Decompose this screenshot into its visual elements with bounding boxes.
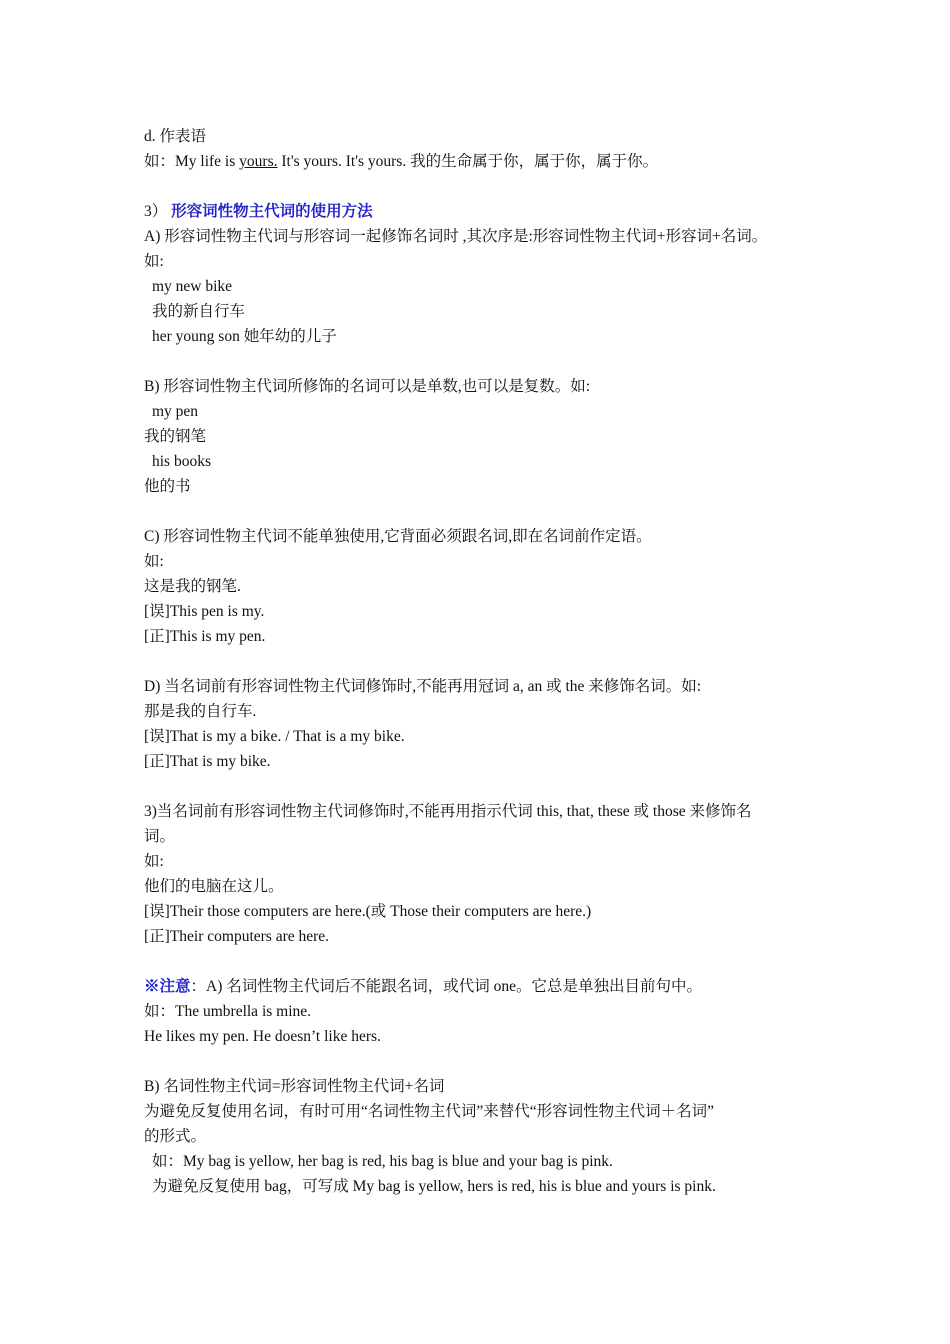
example-label: 如: (144, 253, 164, 270)
wrong-example: [误]This pen is my. (144, 603, 265, 620)
note-heading (144, 974, 834, 999)
example-line: his books (152, 453, 211, 470)
note-b-text-line2: 的形式。 (144, 1128, 207, 1145)
right-example: [正]This is my pen. (144, 628, 266, 645)
section-number: 3） (144, 203, 168, 220)
note-label: ※注意 (144, 978, 191, 995)
spacer (144, 649, 834, 674)
example-line: He likes my pen. He doesn’t like hers. (144, 1028, 381, 1045)
section-title: 形容词性物主代词的使用方法 (171, 203, 373, 220)
right-example: [正]That is my bike. (144, 753, 271, 770)
spacer (144, 499, 834, 524)
rule-b-text: B) 形容词性物主代词所修饰的名词可以是单数,也可以是复数。如: (144, 378, 591, 395)
right-example: [正]Their computers are here. (144, 928, 330, 945)
example-line: 那是我的自行车. (144, 703, 257, 720)
example-line: her young son 她年幼的儿子 (152, 328, 337, 345)
note-b-title: B) 名词性物主代词=形容词性物主代词+名词 (144, 1078, 445, 1095)
example-suffix: It's yours. It's yours. 我的生命属于你，属于你，属于你。 (277, 153, 659, 170)
note-text: ：A) 名词性物主代词后不能跟名词，或代词 one。它总是单独出目前句中。 (190, 978, 703, 995)
example-line: 如：The umbrella is mine. (144, 1003, 312, 1020)
example-line: my new bike (152, 278, 233, 295)
document-page (144, 124, 834, 1199)
spacer (144, 174, 834, 199)
example-line: 如：My bag is yellow, her bag is red, his bag is blue and your bag is pink. (152, 1153, 613, 1170)
example-line: 为避免反复使用 bag，可写成 My bag is yellow, hers is red, his is blue and yours is pink. (152, 1178, 716, 1195)
spacer (144, 1049, 834, 1074)
spacer (144, 774, 834, 799)
spacer (144, 349, 834, 374)
example-line: 他的书 (144, 478, 191, 495)
example-label: 如: (144, 853, 164, 870)
section-d-title: d. 作表语 (144, 128, 207, 145)
note-b-text-line1: 为避免反复使用名词，有时可用“名词性物主代词”来替代“形容词性物主代词＋名词” (144, 1103, 715, 1120)
example-label: 如: (144, 553, 164, 570)
section-d-example (144, 149, 834, 174)
rule-a-text: A) 形容词性物主代词与形容词一起修饰名词时 ,其次序是:形容词性物主代词+形容词+名词。 (144, 228, 768, 245)
example-line: my pen (152, 403, 199, 420)
example-line: 我的钢笔 (144, 428, 207, 445)
wrong-example: [误]That is my a bike. / That is a my bike. (144, 728, 405, 745)
example-line: 这是我的钢笔. (144, 578, 241, 595)
wrong-example: [误]Their those computers are here.(或 Those their computers are here.) (144, 903, 592, 920)
underlined-word: yours. (239, 153, 278, 170)
example-line: 他们的电脑在这儿。 (144, 878, 284, 895)
example-line: 我的新自行车 (152, 303, 246, 320)
example-prefix: 如：My life is (144, 153, 240, 170)
rule-c-text: C) 形容词性物主代词不能单独使用,它背面必须跟名词,即在名词前作定语。 (144, 528, 652, 545)
section-3-heading (144, 199, 834, 224)
spacer (144, 949, 834, 974)
rule-d-text: D) 当名词前有形容词性物主代词修饰时,不能再用冠词 a, an 或 the 来修饰名词。如: (144, 678, 702, 695)
rule-3-text-line2: 词。 (144, 828, 176, 845)
rule-3-text-line1: 3)当名词前有形容词性物主代词修饰时,不能再用指示代词 this, that, these 或 those 来修饰名 (144, 803, 752, 820)
